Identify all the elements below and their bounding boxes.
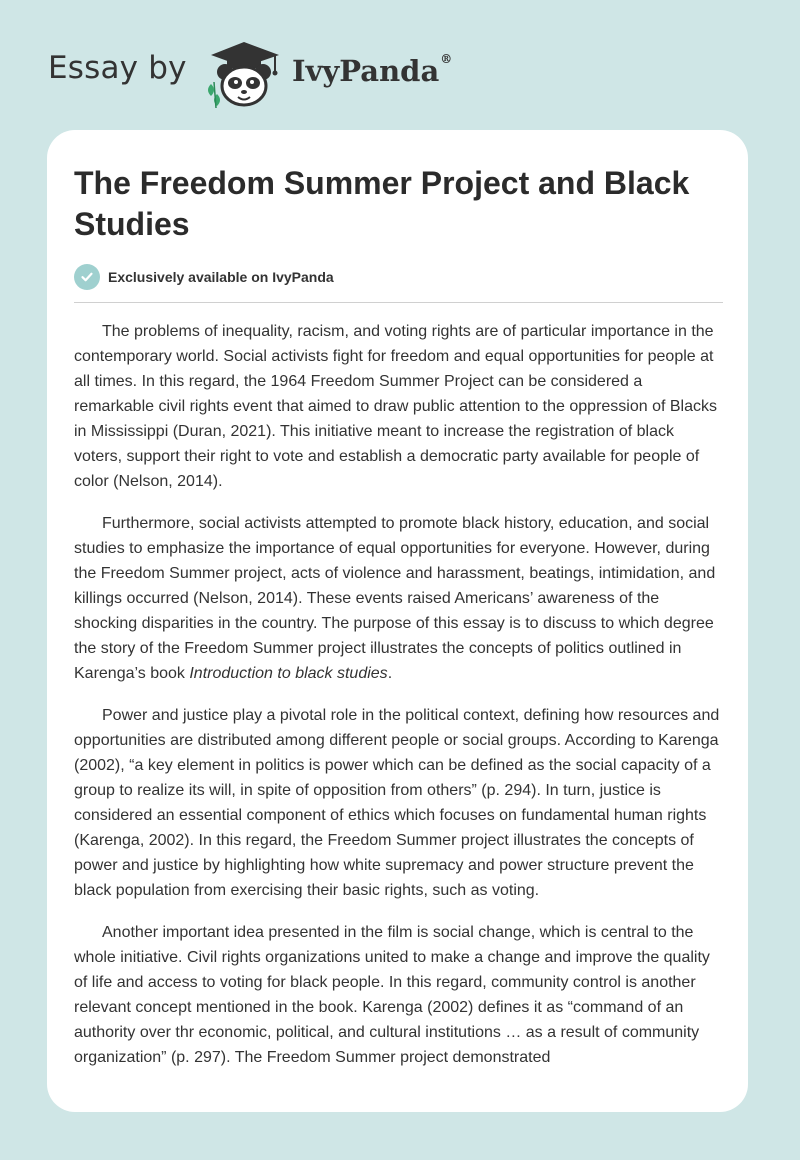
exclusive-badge (74, 264, 334, 290)
exclusive-badge-label: Exclusively available on IvyPanda (108, 269, 334, 285)
registered-mark: ® (440, 52, 453, 66)
book-title: Introduction to black studies (189, 665, 388, 682)
check-circle-icon (74, 264, 100, 290)
paragraph-end: . (387, 665, 393, 682)
brand-name: IvyPanda (292, 54, 440, 88)
site-header (48, 38, 508, 110)
paragraph-text: Furthermore, social activists attempted to promote black history, education, and social studies to emphasize the importance of equal opportunities for everyone. However, during the Freedom Summer project, acts of violence and harassment, beatings, intimidation, and killings occurred (Nelson, 2014). These events raised Americans’ awareness of the shocking disparities in the country. The purpose of this essay is to discuss to which degree the story of the Freedom Summer project illustrates the concepts of politics outlined in Karenga’s book (74, 515, 716, 682)
panda-logo-graphic (201, 38, 287, 110)
paragraph (74, 511, 726, 686)
paragraph: Power and justice play a pivotal role in the political context, defining how resources and opportunities are distributed among different people or social groups. According to Karenga (2002), “a key element in politics is power which can be defined as the social capacity of a group to realize its will, in spite of opposition from others” (p. 294). In turn, justice is considered an essential component of ethics which focuses on fundamental human rights (Karenga, 2002). In this regard, the Freedom Summer project illustrates the concepts of power and justice by highlighting how white supremacy and power structure prevent the black population from exercising their basic rights, such as voting. (74, 707, 720, 899)
essay-by-label: Essay by (48, 50, 187, 86)
brand-logo-text[interactable] (292, 54, 452, 88)
essay-body (74, 319, 726, 1087)
paragraph: Another important idea presented in the film is social change, which is central to the whole initiative. Civil rights organizations united to make a change and improve the quality of life and access to voting for black people. In this regard, community control is another relevant concept mentioned in the book. Karenga (2002) defines it as “command of an authority over thr economic, political, and cultural institutions … as a result of community organization” (p. 297). The Freedom Summer project demonstrated (74, 924, 710, 1066)
divider (74, 302, 723, 303)
essay-card (47, 130, 748, 1112)
paragraph: The problems of inequality, racism, and voting rights are of particular importance in the contemporary world. Social activists fight for freedom and equal opportunities for people at all times. In this regard, the 1964 Freedom Summer Project can be considered a remarkable civil rights event that aimed to draw public attention to the oppression of Blacks in Mississippi (Duran, 2021). This initiative meant to increase the registration of black voters, support their right to vote and establish a democratic party available for people of color (Nelson, 2014). (74, 323, 717, 490)
essay-title: The Freedom Summer Project and Black Studies (74, 165, 690, 242)
panda-logo-icon[interactable] (201, 38, 287, 110)
